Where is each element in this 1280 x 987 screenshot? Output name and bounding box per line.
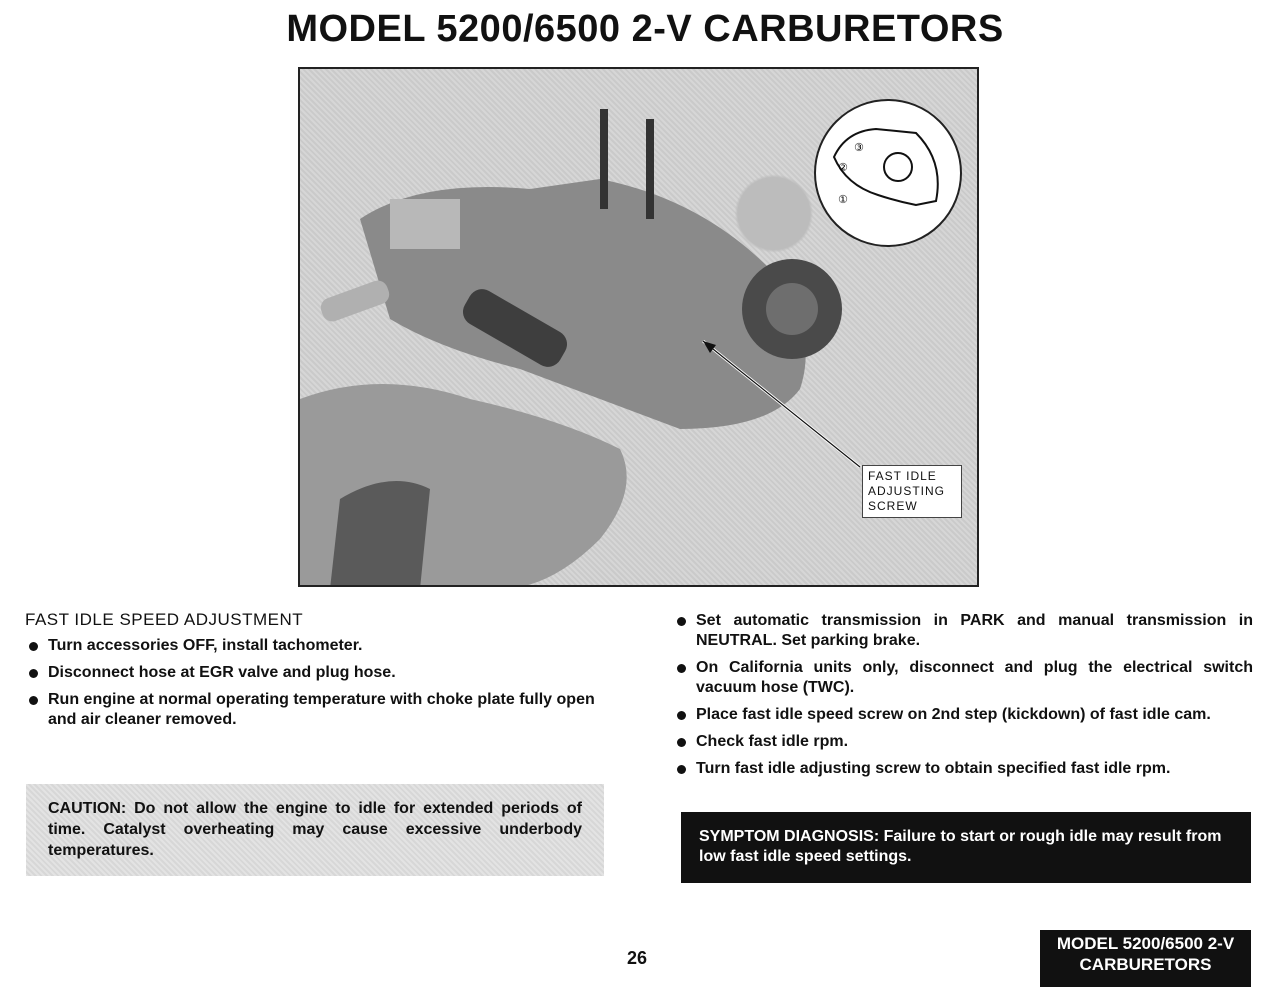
left-column — [25, 610, 605, 737]
bullet-icon — [677, 664, 686, 673]
inset-label-1: ① — [838, 193, 848, 206]
stud-left — [600, 109, 608, 209]
bullet-icon — [677, 711, 686, 720]
list-item-text: Check fast idle rpm. — [696, 733, 849, 750]
fuel-inlet-shape — [318, 278, 392, 324]
carburetor-photo — [298, 67, 979, 587]
list-item — [673, 732, 1253, 752]
list-item-text: Turn fast idle adjusting screw to obtain specified fast idle rpm. — [696, 760, 1171, 777]
list-item — [673, 658, 1253, 698]
callout-line-3: SCREW — [868, 499, 918, 513]
cam-detail-diagram — [816, 101, 960, 245]
cam-outline — [834, 129, 938, 205]
stud-right — [646, 119, 654, 219]
diaphragm-center — [766, 283, 818, 335]
list-item — [673, 705, 1253, 725]
list-item — [25, 636, 605, 656]
right-column — [673, 611, 1253, 786]
page-number: 26 — [626, 948, 648, 968]
list-item-text: Place fast idle speed screw on 2nd step (kickdown) of fast idle cam. — [696, 706, 1211, 723]
section-tab-line-2: CARBURETORS — [1079, 955, 1212, 974]
section-tab-line-1: MODEL 5200/6500 2-V — [1056, 934, 1235, 953]
section-heading: FAST IDLE SPEED ADJUSTMENT — [25, 610, 304, 629]
list-item — [25, 690, 605, 730]
list-item — [25, 663, 605, 683]
inset-label-2: ② — [838, 161, 848, 174]
list-item-text: Turn accessories OFF, install tachometer. — [48, 637, 363, 654]
bullet-icon — [677, 617, 686, 626]
left-bullet-list — [25, 636, 605, 730]
bullet-icon — [677, 765, 686, 774]
list-item-text: On California units only, disconnect and plug the electrical switch vacuum hose (TWC). — [696, 659, 1253, 696]
list-item — [673, 611, 1253, 651]
page-title: MODEL 5200/6500 2-V CARBURETORS — [286, 8, 1004, 50]
cam-detail-inset — [814, 99, 962, 247]
list-item — [673, 759, 1253, 779]
right-bullet-list — [673, 611, 1253, 779]
symptom-diagnosis-box: SYMPTOM DIAGNOSIS: Failure to start or rough idle may result from low fast idle speed settings. — [681, 812, 1251, 883]
callout-line-2: ADJUSTING — [868, 484, 946, 498]
list-item-text: Run engine at normal operating temperature with choke plate fully open and air cleaner removed. — [48, 691, 595, 728]
callout-line-1: FAST IDLE — [868, 469, 937, 483]
list-item-text: Set automatic transmission in PARK and manual transmission in NEUTRAL. Set parking brake. — [696, 612, 1253, 649]
bullet-icon — [29, 696, 38, 705]
list-item-text: Disconnect hose at EGR valve and plug hose. — [48, 664, 396, 681]
inset-label-3: ③ — [854, 141, 864, 154]
wrist-watch-shape — [330, 481, 430, 587]
section-tab — [1040, 930, 1251, 987]
bullet-icon — [677, 738, 686, 747]
choke-housing-shape — [390, 199, 460, 249]
cam-pivot — [884, 153, 912, 181]
caution-box: CAUTION: Do not allow the engine to idle for extended periods of time. Catalyst overheating may cause excessive underbody temperatures. — [26, 784, 604, 876]
fast-idle-screw-callout — [862, 465, 962, 518]
bullet-icon — [29, 669, 38, 678]
bullet-icon — [29, 642, 38, 651]
